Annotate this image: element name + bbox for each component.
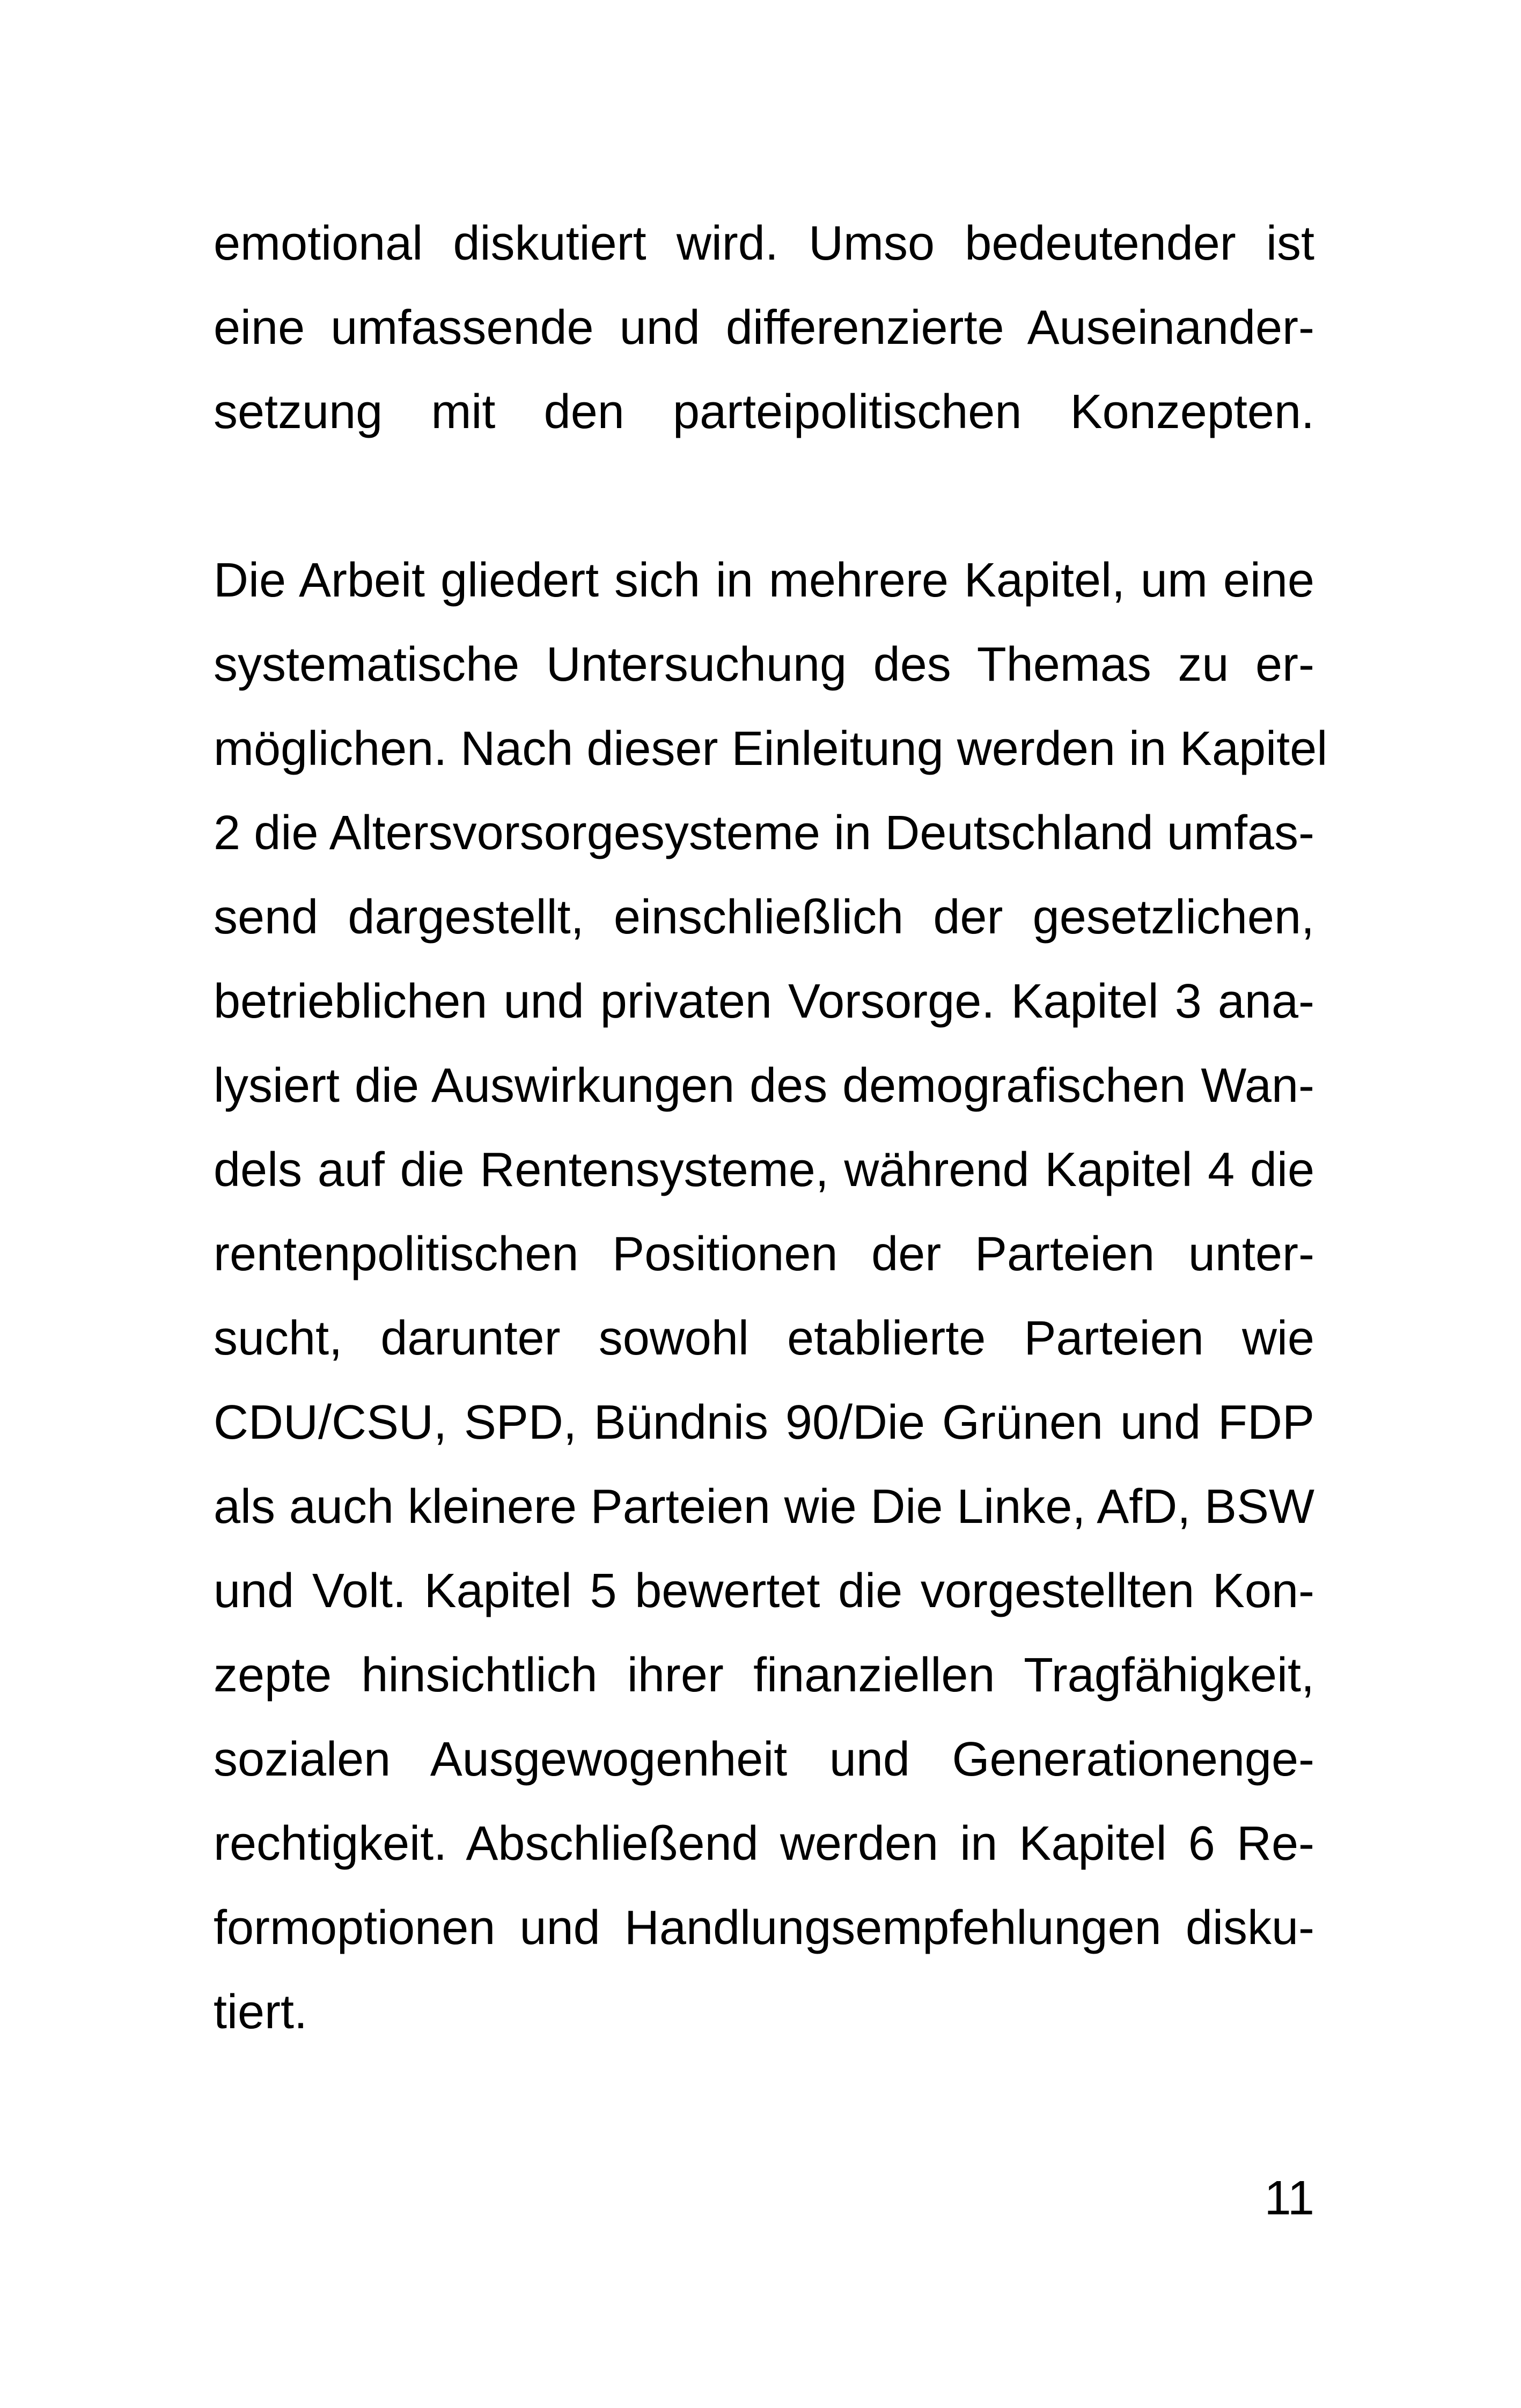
page-number: 11 bbox=[1264, 2171, 1314, 2225]
text-line: rentenpolitischen Positionen der Parteien unter- bbox=[214, 1227, 1314, 1281]
text-line: rechtigkeit. Abschließend werden in Kapitel 6 Re- bbox=[214, 1817, 1314, 1871]
text-line: betrieblichen und privaten Vorsorge. Kapitel 3 ana- bbox=[214, 975, 1314, 1028]
text-line: zepte hinsichtlich ihrer finanziellen Tragfähigkeit, bbox=[214, 1648, 1314, 1702]
text-line: setzung mit den parteipolitischen Konzepten. bbox=[214, 385, 1314, 439]
text-line: dels auf die Rentensysteme, während Kapitel 4 die bbox=[214, 1143, 1314, 1197]
text-line: send dargestellt, einschließlich der gesetzlichen, bbox=[214, 890, 1314, 944]
text-line: sozialen Ausgewogenheit und Generationenge- bbox=[214, 1733, 1314, 1786]
text-line: 2 die Altersvorsorgesysteme in Deutschland umfas- bbox=[214, 806, 1314, 860]
text-line: als auch kleinere Parteien wie Die Linke, AfD, BSW bbox=[214, 1480, 1314, 1534]
text-line: formoptionen und Handlungsempfehlungen disku- bbox=[214, 1901, 1314, 1955]
text-line: systematische Untersuchung des Themas zu er- bbox=[214, 638, 1314, 691]
paragraph-structure-overview bbox=[214, 539, 1328, 2054]
text-line: eine umfassende und differenzierte Auseinander- bbox=[214, 301, 1314, 355]
text-line: sucht, darunter sowohl etablierte Parteien wie bbox=[214, 1312, 1314, 1365]
text-line: emotional diskutiert wird. Umso bedeutender ist bbox=[214, 217, 1314, 270]
text-line: Die Arbeit gliedert sich in mehrere Kapitel, um eine bbox=[214, 554, 1314, 607]
text-line: CDU/CSU, SPD, Bündnis 90/Die Grünen und FDP bbox=[214, 1396, 1314, 1449]
text-line: lysiert die Auswirkungen des demografischen Wan- bbox=[214, 1059, 1314, 1113]
paragraph-intro-end bbox=[214, 202, 1314, 454]
text-line: möglichen. Nach dieser Einleitung werden in Kapitel bbox=[214, 722, 1328, 776]
text-line: und Volt. Kapitel 5 bewertet die vorgestellten Kon- bbox=[214, 1564, 1314, 1618]
text-line: tiert. bbox=[214, 1985, 308, 2039]
